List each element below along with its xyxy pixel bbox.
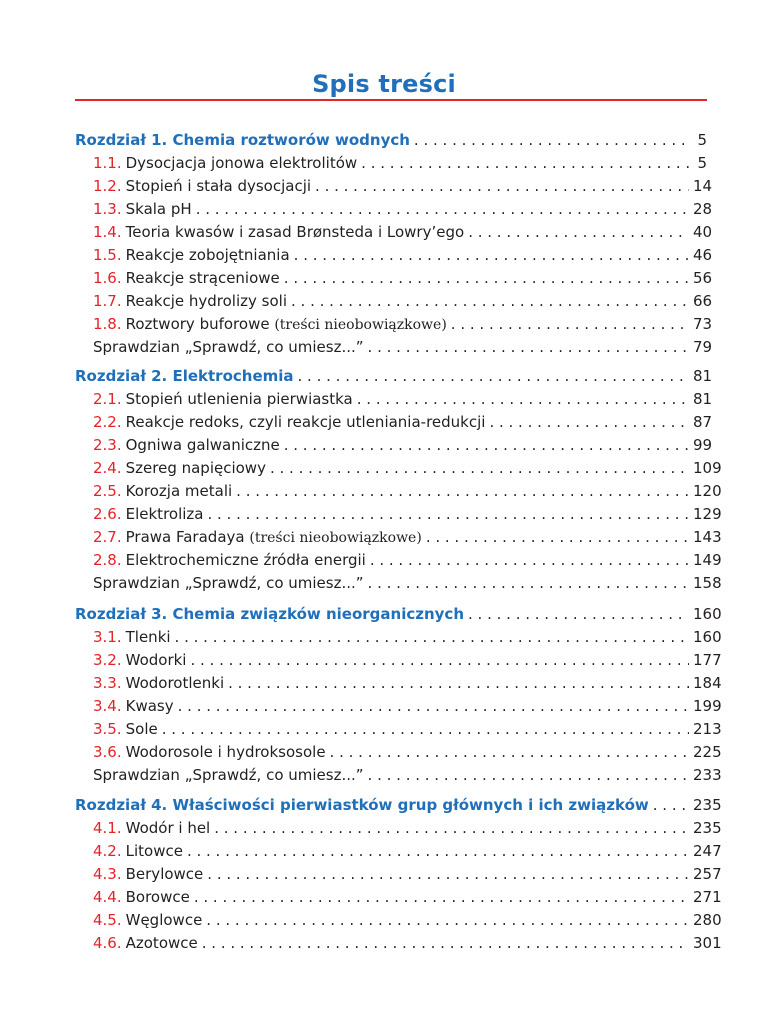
dot-leader <box>368 764 689 786</box>
section-title-text: Elektroliza <box>125 505 204 523</box>
section-title <box>126 549 366 571</box>
page-number: 40 <box>693 223 713 241</box>
section-title-text: Borowce <box>125 888 190 906</box>
page-number: 177 <box>693 651 722 669</box>
page-number: 271 <box>693 888 722 906</box>
section-title-text: Ogniwa galwaniczne <box>125 436 280 454</box>
dot-leader <box>236 480 689 502</box>
section-entry[interactable] <box>75 741 722 763</box>
section-title <box>126 457 266 479</box>
page-number: 14 <box>693 177 713 195</box>
section-number: 4.6. <box>93 934 122 952</box>
section-title-text: Korozja metali <box>125 482 233 500</box>
section-entry[interactable] <box>75 886 722 908</box>
section-number: 4.4. <box>93 888 122 906</box>
section-title-text: Dysocjacja jonowa elektrolitów <box>125 154 358 172</box>
section-title <box>126 863 204 885</box>
section-title <box>126 221 465 243</box>
section-title-text: Wodorosole i hydroksosole <box>125 743 326 761</box>
section-entry[interactable] <box>75 526 722 548</box>
section-title <box>126 175 311 197</box>
page-number: 5 <box>697 131 707 149</box>
section-entry[interactable] <box>75 434 713 456</box>
section-number: 2.5. <box>93 482 122 500</box>
section-title-text: Tlenki <box>125 628 171 646</box>
section-title-text: Wodór i hel <box>125 819 211 837</box>
page-number: 233 <box>693 766 722 784</box>
dot-leader <box>202 932 689 954</box>
optional-note: (treści nieobowiązkowe) <box>249 530 422 546</box>
dot-leader <box>178 695 689 717</box>
page-number: 158 <box>693 574 722 592</box>
section-title <box>126 267 280 289</box>
section-number: 3.3. <box>93 674 122 692</box>
section-number: 1.3. <box>93 200 122 218</box>
section-entry[interactable] <box>75 863 722 885</box>
section-title-text: Stopień utlenienia pierwiastka <box>125 390 353 408</box>
section-title-text: Wodorki <box>125 651 187 669</box>
chapter-title: Rozdział 1. Chemia roztworów wodnych <box>75 131 410 149</box>
test-entry[interactable] <box>75 336 713 358</box>
section-title-text: Sprawdzian „Sprawdź, co umiesz...” <box>93 766 364 784</box>
page-number: 109 <box>693 459 722 477</box>
dot-leader <box>270 457 689 479</box>
dot-leader <box>207 863 689 885</box>
section-title-text: Teoria kwasów i zasad Brønsteda i Lowry’ego <box>125 223 465 241</box>
section-entry[interactable] <box>75 817 722 839</box>
page-number: 301 <box>693 934 722 952</box>
dot-leader <box>175 626 689 648</box>
dot-leader <box>187 840 689 862</box>
section-title-text: Sole <box>125 720 158 738</box>
page-number: 129 <box>693 505 722 523</box>
section-number: 1.6. <box>93 269 122 287</box>
dot-leader <box>162 718 689 740</box>
section-title <box>126 526 422 549</box>
section-title <box>126 817 211 839</box>
dot-leader <box>315 175 689 197</box>
page-number: 56 <box>693 269 713 287</box>
section-title-text: Kwasy <box>125 697 174 715</box>
page-number: 81 <box>693 367 713 385</box>
section-number: 4.5. <box>93 911 122 929</box>
dot-leader <box>291 290 689 312</box>
section-entry[interactable] <box>75 480 722 502</box>
dot-leader <box>298 365 689 387</box>
page-number: 28 <box>693 200 713 218</box>
section-title <box>126 649 187 671</box>
section-title <box>126 411 486 433</box>
section-title <box>126 313 447 336</box>
section-number: 2.7. <box>93 528 122 546</box>
page-number: 143 <box>693 528 722 546</box>
section-number: 4.3. <box>93 865 122 883</box>
dot-leader <box>370 549 689 571</box>
section-entry[interactable] <box>75 221 713 243</box>
section-entry[interactable] <box>75 244 713 266</box>
section-number: 3.4. <box>93 697 122 715</box>
chapter-title: Rozdział 3. Chemia związków nieorganicznych <box>75 605 465 623</box>
section-number: 2.2. <box>93 413 122 431</box>
dot-leader <box>361 152 689 174</box>
dot-leader <box>206 909 689 931</box>
section-title-text: Berylowce <box>125 865 204 883</box>
section-title-text: Sprawdzian „Sprawdź, co umiesz...” <box>93 574 364 592</box>
section-entry[interactable] <box>75 626 722 648</box>
dot-leader <box>368 336 689 358</box>
section-number: 3.5. <box>93 720 122 738</box>
section-number: 1.7. <box>93 292 122 310</box>
section-number: 2.1. <box>93 390 122 408</box>
section-title <box>126 503 204 525</box>
section-title <box>126 626 171 648</box>
dot-leader <box>451 313 689 335</box>
section-title-text: Stopień i stała dysocjacji <box>125 177 312 195</box>
section-title-text: Litowce <box>125 842 183 860</box>
dot-leader <box>468 603 689 625</box>
section-title <box>126 840 183 862</box>
page-number: 225 <box>693 743 722 761</box>
dot-leader <box>194 886 689 908</box>
section-number: 3.2. <box>93 651 122 669</box>
dot-leader <box>426 526 689 548</box>
chapter-title: Rozdział 4. Właściwości pierwiastków grup głównych i ich związków <box>75 796 649 814</box>
page-number: 99 <box>693 436 713 454</box>
page-number: 213 <box>693 720 722 738</box>
section-title <box>126 198 192 220</box>
section-entry[interactable] <box>75 152 707 174</box>
page-number: 87 <box>693 413 713 431</box>
section-entry[interactable] <box>75 909 722 931</box>
section-title-text: Roztwory buforowe <box>125 315 270 333</box>
dot-leader <box>294 244 689 266</box>
section-title <box>126 932 198 954</box>
page-number: 5 <box>697 154 707 172</box>
section-title <box>126 290 287 312</box>
section-title <box>126 695 174 717</box>
section-entry[interactable] <box>75 290 713 312</box>
section-title <box>126 909 203 931</box>
section-title-text: Elektrochemiczne źródła energii <box>125 551 366 569</box>
dot-leader <box>357 388 689 410</box>
section-entry[interactable] <box>75 411 713 433</box>
page-number: 81 <box>693 390 713 408</box>
page-number: 149 <box>693 551 722 569</box>
section-title-text: Reakcje hydrolizy soli <box>125 292 287 310</box>
dot-leader <box>190 649 689 671</box>
page-number: 46 <box>693 246 713 264</box>
section-title <box>126 480 233 502</box>
section-entry[interactable] <box>75 457 722 479</box>
section-number: 1.2. <box>93 177 122 195</box>
section-title-text: Reakcje strąceniowe <box>125 269 280 287</box>
page-number: 235 <box>693 819 722 837</box>
section-entry[interactable] <box>75 672 722 694</box>
page-title: Spis treści <box>312 70 456 98</box>
section-title <box>126 672 224 694</box>
section-title <box>126 434 280 456</box>
section-title-text: Reakcje redoks, czyli reakcje utleniania-redukcji <box>125 413 486 431</box>
test-entry[interactable] <box>75 764 722 786</box>
page-number: 73 <box>693 315 713 333</box>
chapter-entry[interactable] <box>75 794 722 816</box>
section-number: 2.6. <box>93 505 122 523</box>
optional-note: (treści nieobowiązkowe) <box>274 317 447 333</box>
section-number: 4.2. <box>93 842 122 860</box>
section-title-text: Skala pH <box>125 200 192 218</box>
page-number: 199 <box>693 697 722 715</box>
chapter-entry[interactable] <box>75 365 713 387</box>
dot-leader <box>368 572 689 594</box>
chapter-entry[interactable] <box>75 603 722 625</box>
dot-leader <box>207 503 689 525</box>
section-number: 1.5. <box>93 246 122 264</box>
page-number: 257 <box>693 865 722 883</box>
section-entry[interactable] <box>75 388 713 410</box>
page-number: 120 <box>693 482 722 500</box>
test-entry[interactable] <box>75 572 722 594</box>
dot-leader <box>414 129 689 151</box>
section-entry[interactable] <box>75 503 722 525</box>
section-title-text: Szereg napięciowy <box>125 459 266 477</box>
section-title-text: Reakcje zobojętniania <box>125 246 290 264</box>
page-number: 66 <box>693 292 713 310</box>
section-entry[interactable] <box>75 695 722 717</box>
section-number: 1.8. <box>93 315 122 333</box>
page-number: 184 <box>693 674 722 692</box>
dot-leader <box>196 198 689 220</box>
section-entry[interactable] <box>75 649 722 671</box>
section-title <box>126 718 158 740</box>
page-number: 160 <box>693 628 722 646</box>
section-entry[interactable] <box>75 549 722 571</box>
section-title-text: Węglowce <box>125 911 203 929</box>
page-number: 160 <box>693 605 722 623</box>
section-title-text: Sprawdzian „Sprawdź, co umiesz...” <box>93 338 364 356</box>
section-number: 3.1. <box>93 628 122 646</box>
dot-leader <box>468 221 689 243</box>
section-title-text: Azotowce <box>125 934 198 952</box>
dot-leader <box>489 411 689 433</box>
section-entry[interactable] <box>75 840 722 862</box>
section-entry[interactable] <box>75 313 713 335</box>
section-number: 1.4. <box>93 223 122 241</box>
section-entry[interactable] <box>75 267 713 289</box>
dot-leader <box>214 817 689 839</box>
dot-leader <box>284 267 689 289</box>
dot-leader <box>330 741 689 763</box>
section-title <box>126 741 326 763</box>
section-title <box>93 336 364 358</box>
section-title <box>126 388 353 410</box>
section-title <box>126 244 290 266</box>
section-entry[interactable] <box>75 175 713 197</box>
section-title <box>93 764 364 786</box>
page-number: 247 <box>693 842 722 860</box>
section-title <box>93 572 364 594</box>
page-number: 280 <box>693 911 722 929</box>
dot-leader <box>653 794 689 816</box>
section-number: 1.1. <box>93 154 122 172</box>
chapter-title: Rozdział 2. Elektrochemia <box>75 367 294 385</box>
section-entry[interactable] <box>75 198 713 220</box>
section-number: 2.8. <box>93 551 122 569</box>
page-number: 79 <box>693 338 713 356</box>
section-title-text: Prawa Faradaya <box>125 528 245 546</box>
dot-leader <box>284 434 689 456</box>
section-title <box>126 886 190 908</box>
section-number: 2.3. <box>93 436 122 454</box>
section-entry[interactable] <box>75 718 722 740</box>
dot-leader <box>228 672 689 694</box>
page-number: 235 <box>693 796 722 814</box>
section-number: 2.4. <box>93 459 122 477</box>
section-number: 4.1. <box>93 819 122 837</box>
section-number: 3.6. <box>93 743 122 761</box>
section-title <box>126 152 358 174</box>
chapter-entry[interactable] <box>75 129 707 151</box>
section-entry[interactable] <box>75 932 722 954</box>
section-title-text: Wodorotlenki <box>125 674 225 692</box>
